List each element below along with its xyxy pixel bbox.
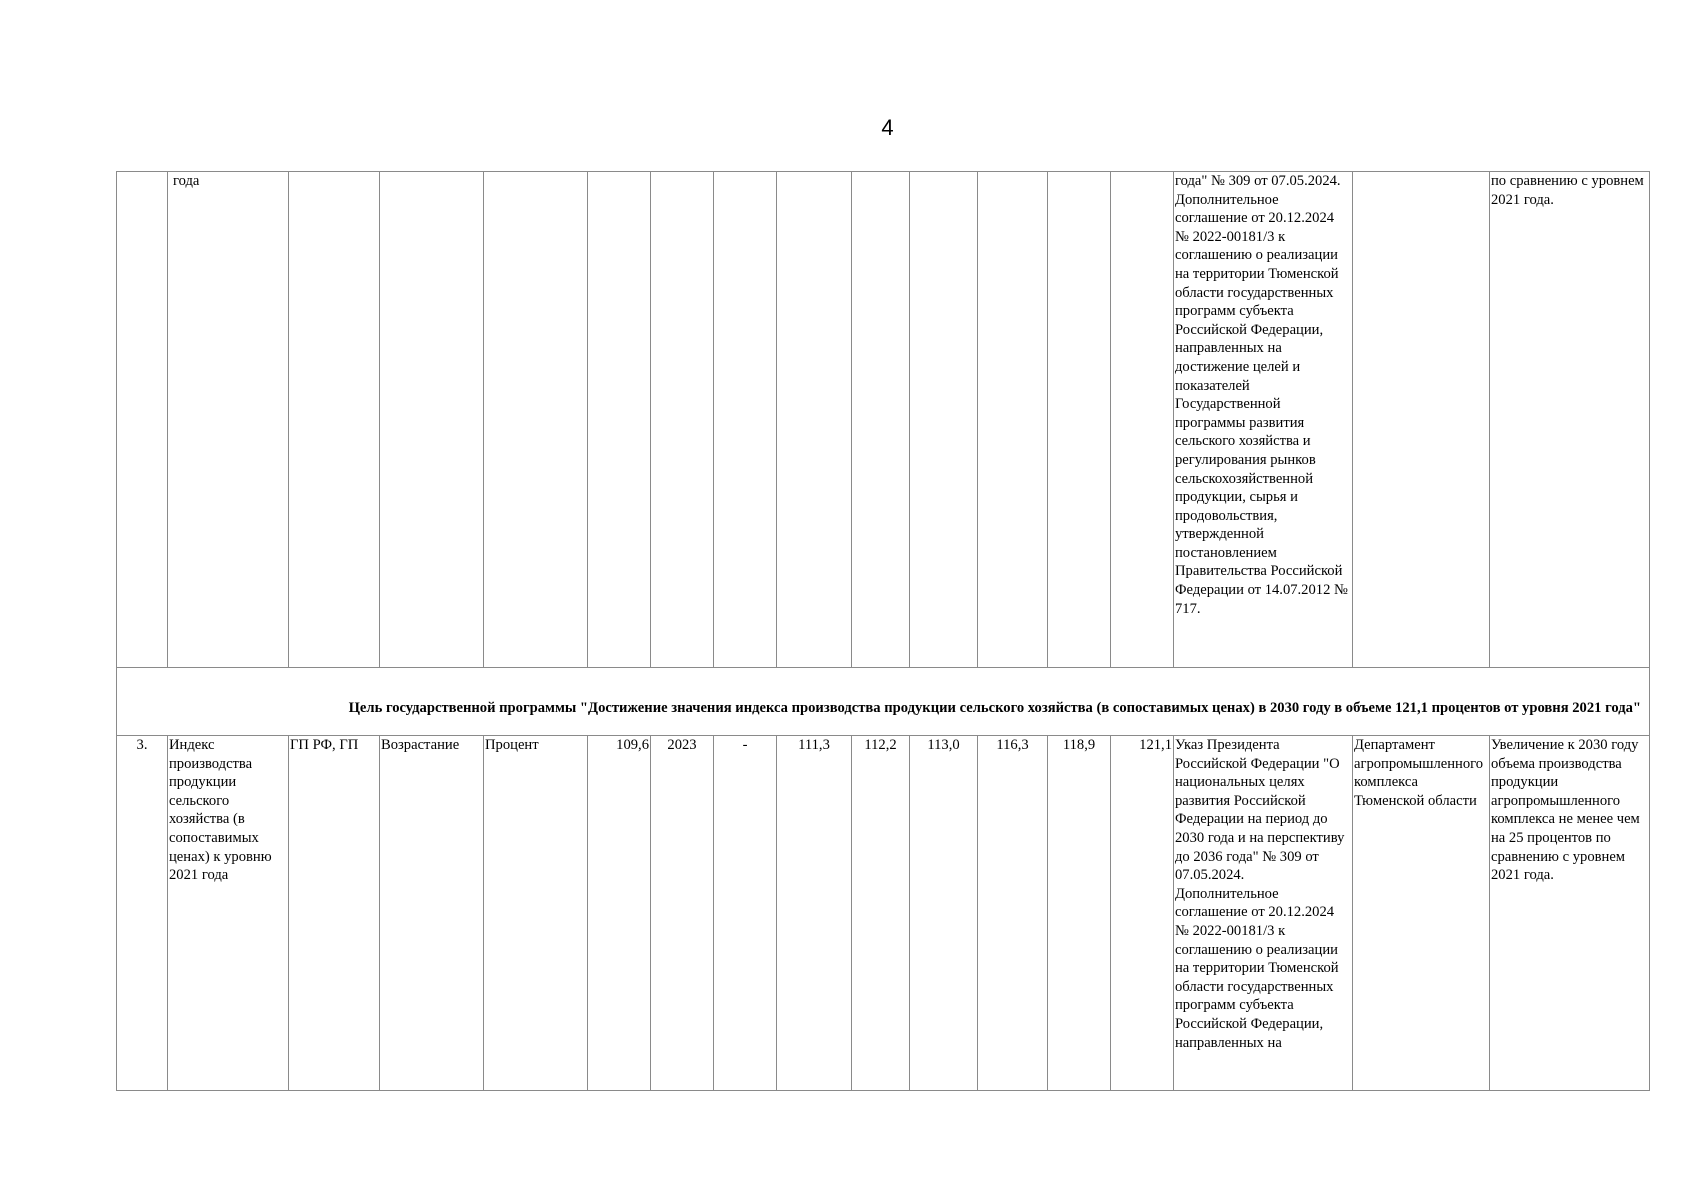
cell-number xyxy=(117,172,168,668)
note-text: по сравнению с уровнем 2021 года. xyxy=(1491,173,1644,208)
cell-value-2024: - xyxy=(714,736,777,1091)
cell-value-2027: 113,0 xyxy=(910,736,978,1091)
cell-level: ГП РФ, ГП xyxy=(289,736,380,1091)
cell-value-2029: 118,9 xyxy=(1048,736,1111,1091)
indicators-table xyxy=(116,171,1650,1091)
cell-value-2025: 111,3 xyxy=(777,736,852,1091)
cell-value-2025 xyxy=(777,172,852,668)
cell-number: 3. xyxy=(117,736,168,1091)
cell-value-2030: 121,1 xyxy=(1111,736,1174,1091)
cell-indicator xyxy=(168,172,289,668)
cell-value-2024 xyxy=(714,172,777,668)
cell-base-value: 109,6 xyxy=(588,736,651,1091)
cell-document: Указ Президента Российской Федерации "О национальных целях развития Российской Федерации на период до 2030 года и на перспективу до 2036 года" № 309 от 07.05.2024. Дополнительное соглашение от 20.12.2024 № 2022-00181/3 к соглашению о реализации на территории Тюменской области государственных программ субъекта Российской Федерации, направленных на xyxy=(1174,736,1353,1091)
cell-responsible xyxy=(1353,172,1490,668)
cell-value-2030 xyxy=(1111,172,1174,668)
cell-value-2029 xyxy=(1048,172,1111,668)
cell-note: Увеличение к 2030 году объема производства продукции агропромышленного комплекса не менее чем на 25 процентов по сравнению с уровнем 2021 года. xyxy=(1490,736,1650,1091)
goal-heading: Цель государственной программы "Достижение значения индекса производства продукции сельского хозяйства (в сопоставимых ценах) в 2030 году в объеме 121,1 процентов от уровня 2021 года" xyxy=(117,668,1650,736)
page-number: 4 xyxy=(881,115,894,140)
cell-unit xyxy=(484,172,588,668)
cell-value-2028 xyxy=(978,172,1048,668)
indicator-text: года xyxy=(173,173,200,189)
cell-value-2026 xyxy=(852,172,910,668)
cell-base-value xyxy=(588,172,651,668)
document-text: года" № 309 от 07.05.2024. Дополнительное соглашение от 20.12.2024 № 2022-00181/3 к соглашению о реализации на территории Тюменской области государственных программ субъекта Российской Федерации, направленных на достижение целей и показателей Государственной программы развития сельского хозяйства и регулирования рынков сельскохозяйственной продукции, сырья и продовольствия, утвержденной постановлением Правительства Российской Федерации от 14.07.2012 № 717. xyxy=(1175,173,1348,617)
cell-document xyxy=(1174,172,1353,668)
cell-indicator: Индекс производства продукции сельского хозяйства (в сопоставимых ценах) к уровню 2021 года xyxy=(168,736,289,1091)
cell-trend xyxy=(380,172,484,668)
table-row-continuation xyxy=(117,172,1650,668)
cell-base-year xyxy=(651,172,714,668)
table-row-goal xyxy=(117,668,1650,736)
cell-level xyxy=(289,172,380,668)
cell-base-year: 2023 xyxy=(651,736,714,1091)
cell-unit: Процент xyxy=(484,736,588,1091)
cell-trend: Возрастание xyxy=(380,736,484,1091)
cell-value-2028: 116,3 xyxy=(978,736,1048,1091)
cell-value-2026: 112,2 xyxy=(852,736,910,1091)
cell-responsible: Департамент агропромышленного комплекса Тюменской области xyxy=(1353,736,1490,1091)
cell-note xyxy=(1490,172,1650,668)
table-row xyxy=(117,736,1650,1091)
cell-value-2027 xyxy=(910,172,978,668)
